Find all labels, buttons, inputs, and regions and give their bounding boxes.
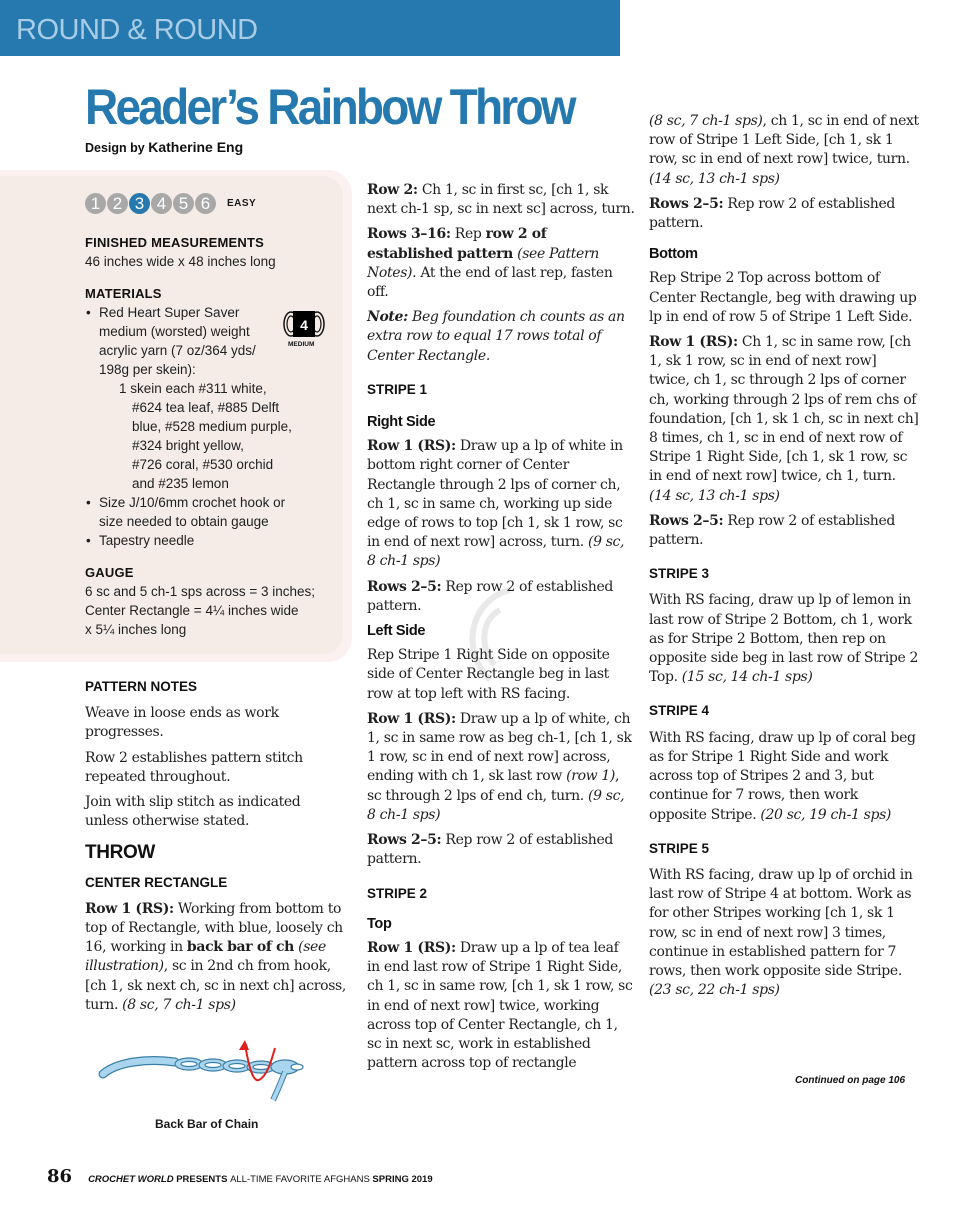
right-side-heading: Right Side — [367, 414, 436, 431]
stripe-2-heading: STRIPE 2 — [367, 885, 428, 901]
skill-level-3: 3 — [129, 193, 150, 214]
skill-level-6: 6 — [195, 193, 216, 214]
row-label: Rows 2–5: — [367, 832, 442, 849]
yarn-line: acrylic yarn (7 oz/364 yds/ — [99, 343, 256, 358]
pattern-note: Weave in loose ends as work progresses. — [85, 705, 279, 741]
row-label: Row 1 (RS): — [367, 939, 456, 956]
finished-measurements — [85, 233, 276, 271]
designer-name: Katherine Eng — [148, 139, 244, 155]
stripe-4-heading: STRIPE 4 — [649, 703, 710, 719]
stitch-count: (15 sc, 14 ch-1 sps) — [681, 669, 813, 686]
stitch-count: (9 sc, 8 ch-1 sps) — [367, 534, 625, 570]
illustration-caption: Back Bar of Chain — [155, 1117, 259, 1131]
stripe2-top-row-1 — [367, 939, 635, 1073]
skill-level-1: 1 — [85, 193, 106, 214]
stitch-count: (23 sc, 22 ch-1 sps) — [649, 982, 780, 999]
row-note: (row 1) — [566, 768, 616, 785]
publication-info — [88, 1174, 433, 1185]
stitch-count: (8 sc, 7 ch-1 sps) — [649, 113, 763, 129]
issue-title: ALL-TIME FAVORITE AFGHANS — [230, 1174, 373, 1185]
row-text: With RS facing, draw up lp of coral beg as for Stripe 1 Right Side and work across top of Stripes 2 and 3, but continue for 7 rows, then work opposite Stripe. — [649, 729, 916, 823]
yarn-line: • Red Heart Super Saver — [99, 305, 240, 320]
row-text: Rep row 2 of established pattern. — [649, 195, 896, 232]
row-label: Row 1 (RS): — [85, 900, 174, 917]
yarn-colors-line: 1 skein each #311 white, — [119, 381, 267, 396]
row-text: With RS facing, draw up lp of lemon in last row of Stripe 2 Bottom, ch 1, work as for Stripe 2 Bottom, then rep on opposite side beg in last row of Stripe 2 Top. — [649, 592, 919, 686]
row-text: Draw up a lp of white in bottom right corner of Center Rectangle through 2 lps of corner ch, ch 1, sc in same ch, working up side edge of rows to top [ch 1, sk 1 row, sc in end of next row] across, turn. — [367, 438, 623, 551]
skill-level-4: 4 — [151, 193, 172, 214]
gauge — [85, 563, 315, 639]
gauge-line: Center Rectangle = 4¼ inches wide — [85, 603, 299, 618]
center-row-2 — [367, 181, 635, 219]
stitch-count: (8 sc, 7 ch-1 sps) — [122, 996, 236, 1013]
row-text: Rep row 2 of established pattern. — [367, 832, 614, 868]
row-text: . At the end of last rep, fasten off. — [367, 264, 613, 301]
stripe2-bottom-rows-2-5 — [649, 512, 919, 550]
stripe2-bottom-row-1 — [649, 333, 919, 506]
byline-prefix: Design by — [85, 141, 145, 155]
stripe1-ls-intro: Rep Stripe 1 Right Side on opposite side of Center Rectangle beg in last row at top left with RS facing. — [367, 647, 610, 702]
top-heading: Top — [367, 915, 392, 932]
row-text: Rep row 2 of established pattern. — [649, 512, 896, 549]
materials-item-needle: • Tapestry needle — [85, 531, 335, 550]
materials-heading: MATERIALS — [85, 286, 162, 301]
pattern-note: Row 2 establishes pattern stitch repeated throughout. — [85, 749, 303, 785]
page-number: 86 — [47, 1166, 73, 1187]
yarn-colors-line: #324 bright yellow, — [132, 438, 244, 453]
section-label: ROUND & ROUND — [16, 14, 258, 46]
yarn-colors-line: and #235 lemon — [132, 476, 229, 491]
row-text: Draw up a lp of tea leaf in end last row of Stripe 1 Right Side, ch 1, sc in same row, [ch 1, sk 1 row, sc in end of next row] twice, working across top of Center Rectangle, ch 1, sc in next sc, work in established pattern across top of rectangle — [367, 939, 633, 1072]
pattern-note: Join with slip stitch as indicated unless otherwise stated. — [85, 794, 301, 830]
issue-season: SPRING 2019 — [372, 1174, 433, 1185]
yarn-weight-number: 4 — [300, 317, 308, 333]
row-label: Row 1 (RS): — [649, 334, 738, 351]
row-text: Rep — [450, 226, 486, 243]
stripe-5-heading: STRIPE 5 — [649, 840, 710, 856]
yarn-colors-line: #624 tea leaf, #885 Delft — [132, 400, 280, 415]
skill-level-label: EASY — [227, 198, 257, 209]
yarn-weight-label: MEDIUM — [288, 341, 315, 348]
center-rows-3-16 — [367, 225, 635, 302]
skill-level-5: 5 — [173, 193, 194, 214]
skill-level-indicator — [85, 193, 256, 214]
magazine-name: CROCHET WORLD — [88, 1174, 174, 1185]
throw-heading: THROW — [85, 842, 156, 864]
stitch-count: (20 sc, 19 ch-1 sps) — [760, 806, 892, 823]
stitch-count: (14 sc, 13 ch-1 sps) — [649, 170, 780, 187]
continued-link[interactable]: Continued on page 106 — [795, 1075, 906, 1086]
page-footer — [47, 1166, 433, 1187]
materials-list-tools — [85, 493, 335, 550]
gauge-line: 6 sc and 5 ch-1 sps across = 3 inches; — [85, 584, 315, 599]
row-text: , ch 1, sc in end of next row of Stripe 1 Left Side, [ch 1, sk 1 row, sc in end of next row] twice, turn. — [649, 113, 919, 168]
stripe4-text — [649, 729, 919, 825]
skill-level-2: 2 — [107, 193, 128, 214]
hook-line: size needed to obtain gauge — [99, 514, 269, 529]
stripe2-top-rows-2-5 — [649, 195, 919, 233]
section-banner — [0, 0, 620, 56]
row-text: , sc in 2nd ch from hook, [ch 1, sk next ch, sc in next ch] across, turn. — [85, 958, 346, 1013]
back-bar-of-chain-illustration — [97, 1038, 312, 1104]
row-emphasis: row 2 of established pattern — [367, 226, 547, 262]
center-rectangle-heading: CENTER RECTANGLE — [85, 874, 228, 890]
row-label: Rows 2–5: — [649, 512, 724, 529]
yarn-line: 198g per skein): — [99, 362, 196, 377]
note-label: Note: — [367, 309, 408, 326]
hook-line: • Size J/10/6mm crochet hook or — [99, 495, 286, 510]
note-text: Beg foundation ch counts as an extra row to equal 17 rows total of Center Rectangle. — [367, 309, 625, 364]
row-text: Draw up a lp of white, ch 1, sc in same row as beg ch-1, [ch 1, sk 1 row, sc in end of next row] across, ending with ch 1, sk last row — [367, 710, 632, 785]
yarn-colors-line: #726 coral, #530 orchid — [132, 457, 274, 472]
column-3 — [649, 112, 919, 1006]
watermark-logo-icon — [440, 580, 550, 690]
gauge-line: x 5¼ inches long — [85, 622, 187, 637]
stitch-count: (9 sc, 8 ch-1 sps) — [367, 787, 625, 823]
center-note — [367, 308, 635, 366]
row-emphasis: back bar of ch — [186, 939, 295, 956]
stripe2-bottom-intro: Rep Stripe 2 Top across bottom of Center Rectangle, beg with drawing up lp in end of row 5 of Stripe 1 Left Side. — [649, 270, 917, 325]
center-row-1 — [85, 900, 347, 1015]
byline — [85, 139, 243, 155]
materials-item-hook — [85, 493, 335, 531]
stripe5-text — [649, 866, 919, 1000]
row-label: Row 1 (RS): — [367, 438, 456, 455]
stripe1-rs-row-1 — [367, 437, 635, 571]
row-label: Rows 2–5: — [649, 195, 724, 212]
row-label: Rows 3–16: — [367, 226, 451, 243]
row-text: Ch 1, sc in same row, [ch 1, sk 1 row, sc in end of next row] twice, ch 1, sc through 2 lps of corner ch, working through 2 lps of rem chs of foundation, [ch 1, sk 1 ch, sc in next ch] 8 times, ch 1, sc in end of next row of Stripe 1 Right Side, [ch 1, sk 1 row, sc in end of next row] twice, ch 1, turn. — [649, 334, 919, 485]
row-label: Row 2: — [367, 182, 418, 198]
stripe-1-heading: STRIPE 1 — [367, 381, 428, 397]
stitch-count: (14 sc, 13 ch-1 sps) — [649, 487, 780, 504]
yarn-colors-line: blue, #528 medium purple, — [132, 419, 292, 434]
stripe1-ls-rows-2-5 — [367, 831, 635, 869]
column-1 — [85, 673, 347, 1021]
left-side-heading: Left Side — [367, 623, 426, 640]
pattern-notes-heading: PATTERN NOTES — [85, 679, 198, 694]
stripe2-top-row-1-cont — [649, 112, 919, 189]
row-text: Working from bottom to top of Rectangle, with blue, loosely ch 16, working in — [85, 900, 343, 956]
page-title: Reader’s Rainbow Throw — [85, 79, 574, 135]
yarn-line: medium (worsted) weight — [99, 324, 250, 339]
presents-text: PRESENTS — [173, 1174, 231, 1185]
row-label: Rows 2–5: — [367, 578, 442, 595]
row-text: , sc through 2 lps of end ch, turn. — [367, 768, 620, 804]
stripe1-ls-row-1 — [367, 710, 635, 825]
row-text: With RS facing, draw up lp of orchid in last row of Stripe 4 at bottom. Work as for other Stripes working [ch 1, sk 1 row, sc in end of next row] 3 times, continue in established pattern for 7 rows, then work opposite side Stripe. — [649, 866, 913, 979]
row-text: Ch 1, sc in first sc, [ch 1, sk next ch-1 sp, sc in next sc] across, turn. — [367, 182, 635, 218]
stripe3-text — [649, 591, 919, 687]
row-note: (see Pattern Notes) — [367, 245, 599, 281]
finished-measurements-heading: FINISHED MEASUREMENTS — [85, 235, 264, 250]
finished-measurements-text: 46 inches wide x 48 inches long — [85, 254, 276, 269]
row-label: Row 1 (RS): — [367, 710, 456, 727]
bottom-heading: Bottom — [649, 246, 698, 263]
stripe-3-heading: STRIPE 3 — [649, 566, 710, 582]
row-text: Rep row 2 of established pattern. — [367, 578, 614, 614]
row-note: (see illustration) — [85, 939, 326, 975]
gauge-heading: GAUGE — [85, 565, 134, 580]
